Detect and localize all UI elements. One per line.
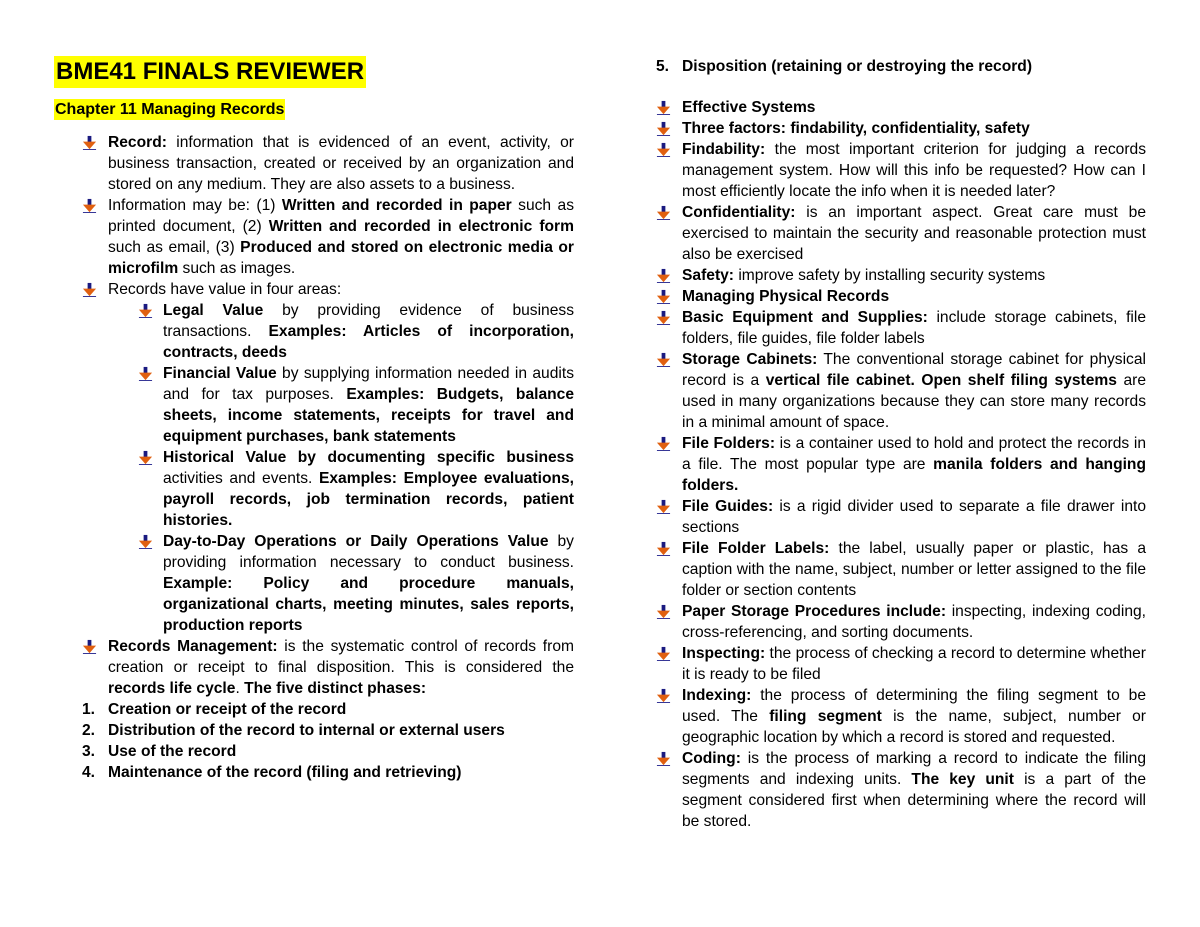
term-record: Record: [108,134,167,151]
phase-number: 1. [82,701,96,718]
arrow-bullet-icon [656,289,671,304]
arrow-bullet-icon [656,310,671,325]
term-inspecting: Inspecting: [682,645,766,662]
arrow-bullet-icon [656,352,671,367]
text-segment: is a part of the segment considered first when determining where the record will be stored. [682,771,1146,830]
term-historical-value: Historical Value by documenting specific business [163,449,574,466]
bold-segment: The key unit [911,771,1014,788]
bold-segment: Effective Systems [682,99,816,116]
arrow-bullet-icon [656,646,671,661]
arrow-bullet-icon [656,751,671,766]
definition-text: by supplying information needed in audits and for tax purposes. [163,365,574,403]
phase-number: 2. [82,722,96,739]
examples-text: Examples: Budgets, balance sheets, income statements, receipts for travel and equipment purchases, bank statements [163,386,574,445]
definition-text: is the process of marking a record to indicate the filing segments and indexing units. [682,750,1146,788]
arrow-bullet-icon [656,541,671,556]
definition-text: the process of checking a record to determine whether it is ready to be filed [682,645,1146,683]
list-item-coding [656,748,1146,832]
list-item-basic-equipment [656,307,1146,349]
arrow-bullet-icon [656,121,671,136]
bold-segment: Written and recorded in paper [281,197,512,214]
definition-text: is a rigid divider used to separate a file drawer into sections [682,498,1146,536]
list-item-storage-cabinets [656,349,1146,433]
term-file-folder-labels: File Folder Labels: [682,540,830,557]
text-segment: such as images. [178,260,296,277]
arrow-bullet-icon [656,499,671,514]
arrow-bullet-icon [82,639,97,654]
text-segment: . [235,680,245,697]
bold-segment: Written and recorded in electronic form [268,218,574,235]
definition-text: information that is evidenced of an event, activity, or business transaction, created or received by an organization and stored on any medium. They are also assets to a business. [108,134,574,193]
bold-segment: vertical file cabinet. Open shelf filing systems [765,372,1117,389]
definition-text: by providing evidence of business transactions. [163,302,574,340]
phase-text: Disposition (retaining or destroying the record) [682,58,1033,75]
definition-text: is an important aspect. Great care must be exercised to maintain the security and reasonable protection must also be exercised [682,204,1146,263]
list-item-effective-systems [656,97,1146,118]
phase-text: Creation or receipt of the record [108,701,347,718]
arrow-bullet-icon [656,268,671,283]
sub-item-daily-operations-value [82,531,574,636]
phase-text: Distribution of the record to internal or external users [108,722,505,739]
bold-segment: The five distinct phases: [244,680,427,697]
definition-text: include storage cabinets, file folders, file guides, file folder labels [682,309,1146,347]
list-item-three-factors [656,118,1146,139]
phase-item [82,762,574,783]
phase-text: Maintenance of the record (filing and retrieving) [108,764,462,781]
term-findability: Findability: [682,141,766,158]
arrow-bullet-icon [138,366,153,381]
phase-item [656,56,1146,77]
list-item-record [82,132,574,195]
examples-text: Examples: Articles of incorporation, contracts, deeds [163,323,574,361]
text-segment: such as email, (3) [108,239,241,256]
list-item-file-folder-labels [656,538,1146,601]
list-item-inspecting [656,643,1146,685]
list-item-values-intro [82,279,574,300]
bold-segment: Produced and stored on electronic media or microfilm [108,239,574,277]
list-item-information [82,195,574,279]
text-segment: Information may be: (1) [108,197,282,214]
term-safety: Safety: [682,267,734,284]
document-title: BME41 FINALS REVIEWER [54,56,366,88]
definition-text: the most important criterion for judging a records management system. How will this info be requested? How can I most efficiently locate the info when it is needed later? [682,141,1146,200]
term-file-guides: File Guides: [682,498,774,515]
phase-text: Use of the record [108,743,237,760]
phase-number: 3. [82,743,96,760]
list-item-safety [656,265,1146,286]
examples-text: Examples: Employee evaluations, payroll records, job termination records, patient histories. [163,470,574,529]
phase-item [82,699,574,720]
term-financial-value: Financial Value [163,365,277,382]
arrow-bullet-icon [656,205,671,220]
term-legal-value: Legal Value [163,302,264,319]
arrow-bullet-icon [138,303,153,318]
text-segment: Records have value in four areas: [108,281,342,298]
arrow-bullet-icon [656,142,671,157]
list-item-file-folders [656,433,1146,496]
list-item-findability [656,139,1146,202]
arrow-bullet-icon [656,436,671,451]
arrow-bullet-icon [82,282,97,297]
list-item-indexing [656,685,1146,748]
sub-item-historical-value [82,447,574,531]
definition-text: improve safety by installing security systems [734,267,1046,284]
list-item-file-guides [656,496,1146,538]
definition-text: The conventional storage cabinet for physical record is a [682,351,1146,389]
spacer [656,77,1146,97]
term-paper-storage: Paper Storage Procedures include: [682,603,947,620]
bold-segment: Managing Physical Records [682,288,890,305]
arrow-bullet-icon [656,604,671,619]
definition-text: is the systematic control of records from creation or receipt to final disposition. This is considered the [108,638,574,676]
arrow-bullet-icon [138,450,153,465]
definition-text: activities and events. [163,470,319,487]
sub-item-financial-value [82,363,574,447]
term-coding: Coding: [682,750,741,767]
term-confidentiality: Confidentiality: [682,204,796,221]
arrow-bullet-icon [82,198,97,213]
arrow-bullet-icon [82,135,97,150]
phase-number: 4. [82,764,96,781]
bold-segment: filing segment [769,708,882,725]
text-segment: are used in many organizations because they can store many records in a minimal amount of space. [682,372,1146,431]
left-column [82,132,574,783]
list-item-paper-storage [656,601,1146,643]
chapter-heading: Chapter 11 Managing Records [55,101,285,118]
term-basic-equipment: Basic Equipment and Supplies: [682,309,928,326]
right-column [656,56,1146,832]
bold-segment: Three factors: findability, confidentiality, safety [682,120,1030,137]
bold-segment: records life cycle [108,680,236,697]
list-item-managing-physical [656,286,1146,307]
definition-text: the process of determining the filing segment to be used. The [682,687,1146,725]
definition-text: by providing information necessary to conduct business. [163,533,574,571]
phase-item [82,741,574,762]
arrow-bullet-icon [138,534,153,549]
arrow-bullet-icon [656,688,671,703]
text-segment: is the name, subject, number or geographic location by which a record is stored and requested. [682,708,1146,746]
definition-text: the label, usually paper or plastic, has a caption with the name, subject, number or letter assigned to the file folder or section contents [682,540,1146,599]
sub-item-legal-value [82,300,574,363]
list-item-records-management [82,636,574,699]
arrow-bullet-icon [656,100,671,115]
definition-text: is a container used to hold and protect the records in a file. The most popular type are [682,435,1146,473]
phase-item [82,720,574,741]
list-item-confidentiality [656,202,1146,265]
term-indexing: Indexing: [682,687,752,704]
term-file-folders: File Folders: [682,435,776,452]
bold-segment: manila folders and hanging folders. [682,456,1146,494]
term-records-management: Records Management: [108,638,278,655]
text-segment: such as printed document, (2) [108,197,574,235]
term-storage-cabinets: Storage Cabinets: [682,351,818,368]
term-daily-operations-value: Day-to-Day Operations or Daily Operations Value [163,533,549,550]
definition-text: inspecting, indexing coding, cross-referencing, and sorting documents. [682,603,1146,641]
examples-text: Example: Policy and procedure manuals, organizational charts, meeting minutes, sales reports, production reports [163,575,574,634]
phase-number: 5. [656,58,670,75]
